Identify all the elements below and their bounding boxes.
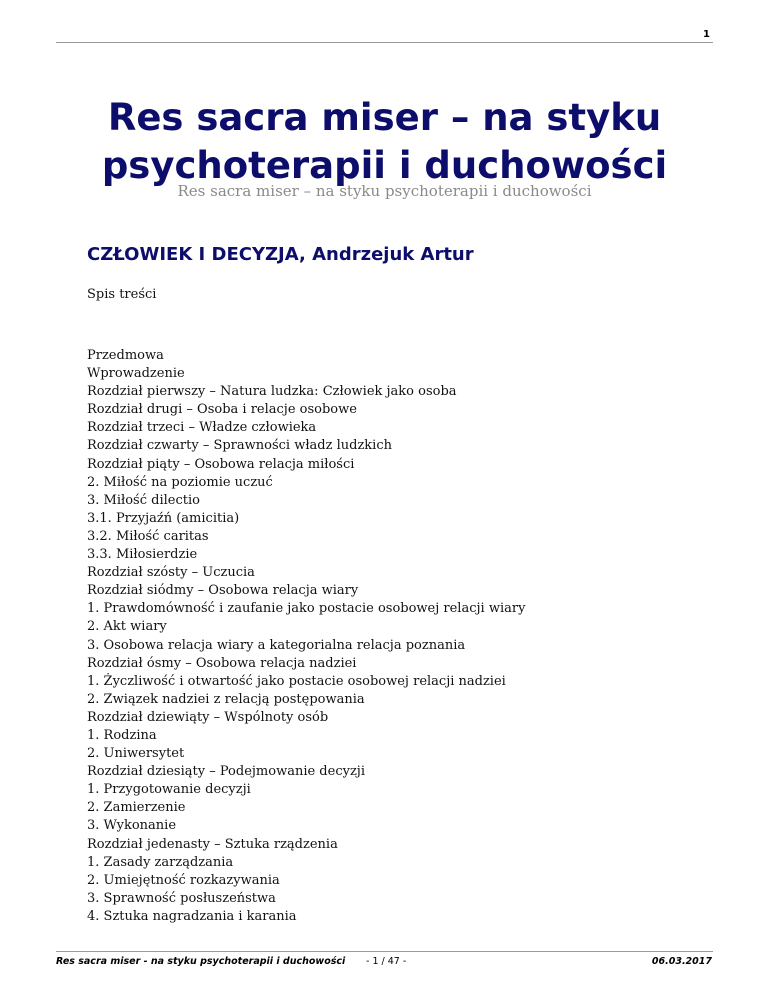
toc-item: 1. Życzliwość i otwartość jako postacie osobowej relacji nadziei — [87, 673, 506, 689]
toc-item: 2. Związek nadziei z relacją postępowania — [87, 691, 365, 707]
toc-item: 2. Uniwersytet — [87, 746, 185, 762]
toc-item: 3.2. Miłość caritas — [87, 528, 209, 544]
toc-item: Rozdział ósmy – Osobowa relacja nadziei — [87, 655, 357, 671]
toc-item: 3. Miłość dilectio — [87, 492, 200, 508]
toc-item: Rozdział dziesiąty – Podejmowanie decyzji — [87, 764, 365, 780]
toc-item: Rozdział pierwszy – Natura ludzka: Człowiek jako osoba — [87, 384, 457, 400]
toc-item: 3. Osobowa relacja wiary a kategorialna relacja poznania — [87, 637, 466, 653]
page-number: 1 — [703, 29, 710, 40]
toc-item: 1. Rodzina — [87, 727, 157, 743]
article-title: CZŁOWIEK I DECYZJA, Andrzejuk Artur — [87, 244, 474, 265]
toc-item: 3.3. Miłosierdzie — [87, 547, 198, 563]
toc-item: Wprowadzenie — [87, 366, 185, 382]
toc-item: Rozdział jedenasty – Sztuka rządzenia — [87, 836, 338, 852]
site-subtitle: Res sacra miser – na styku psychoterapii i duchowości — [177, 182, 592, 200]
toc-item: Rozdział siódmy – Osobowa relacja wiary — [87, 583, 359, 599]
toc-item: Rozdział czwarty – Sprawności władz ludzkich — [87, 438, 392, 454]
toc-item: Rozdział szósty – Uczucia — [87, 565, 255, 581]
toc-item: 1. Zasady zarządzania — [87, 854, 234, 870]
header-divider — [56, 42, 713, 43]
toc-item: 3.1. Przyjaźń (amicitia) — [87, 510, 240, 526]
toc-item: 2. Zamierzenie — [87, 800, 186, 816]
toc-item: 2. Akt wiary — [87, 619, 167, 635]
toc-item: Rozdział dziewiąty – Wspólnoty osób — [87, 709, 329, 725]
toc-item: 3. Wykonanie — [87, 818, 177, 834]
toc-item: 1. Przygotowanie decyzji — [87, 782, 251, 798]
footer-date: 06.03.2017 — [651, 956, 712, 967]
toc-item: 1. Prawdomówność i zaufanie jako postacie osobowej relacji wiary — [87, 601, 526, 617]
footer-page-indicator: - 1 / 47 - — [366, 956, 407, 967]
toc-item: 3. Sprawność posłuszeństwa — [87, 890, 276, 906]
site-title: Res sacra miser – na styku psychoterapii i duchowości — [101, 96, 668, 187]
toc-item: 2. Miłość na poziomie uczuć — [87, 474, 273, 490]
table-of-contents — [87, 347, 525, 926]
toc-item: Rozdział piąty – Osobowa relacja miłości — [87, 456, 355, 472]
toc-item: Rozdział trzeci – Władze człowieka — [87, 420, 317, 436]
footer-site-name: Res sacra miser - na styku psychoterapii i duchowości — [56, 956, 346, 967]
footer-divider — [56, 951, 713, 952]
toc-item: Rozdział drugi – Osoba i relacje osobowe — [87, 402, 357, 418]
toc-item: 4. Sztuka nagradzania i karania — [87, 908, 297, 924]
toc-heading: Spis treści — [87, 287, 157, 302]
toc-item: Przedmowa — [87, 348, 164, 363]
toc-item: 2. Umiejętność rozkazywania — [87, 872, 280, 888]
